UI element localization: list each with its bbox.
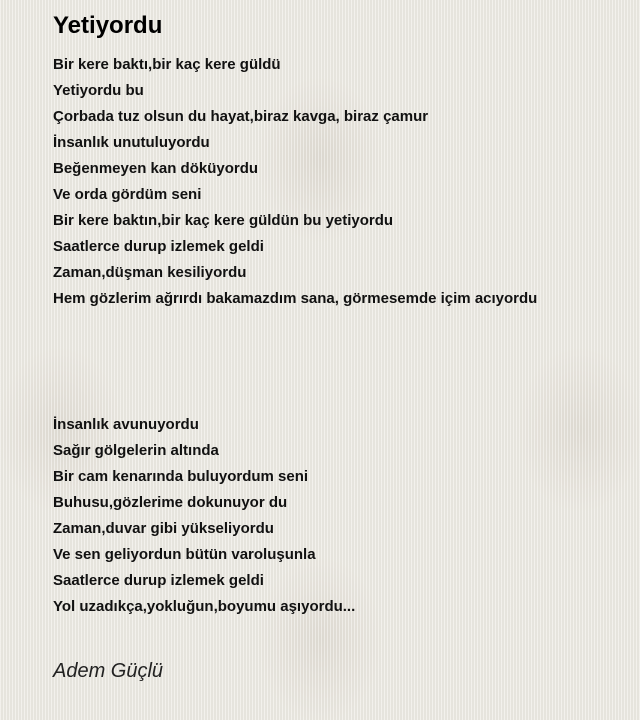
poem-line: İnsanlık unutuluyordu — [53, 134, 210, 151]
poem-line: Yetiyordu bu — [53, 82, 144, 99]
poem-line: Bir kere baktın,bir kaç kere güldün bu yetiyordu — [53, 212, 394, 229]
poem-line: Buhusu,gözlerime dokunuyor du — [53, 494, 288, 511]
poem-line: Ve sen geliyordun bütün varoluşunla — [53, 546, 316, 563]
poem-line: İnsanlık avunuyordu — [53, 416, 199, 433]
poem-line: Zaman,düşman kesiliyordu — [53, 264, 247, 281]
poem-line: Bir cam kenarında buluyordum seni — [53, 468, 309, 485]
poem-title: Yetiyordu — [53, 12, 163, 39]
poem-line: Sağır gölgelerin altında — [53, 442, 219, 459]
stanza-2 — [53, 412, 633, 620]
stanza-1 — [53, 52, 633, 312]
poem-line: Bir kere baktı,bir kaç kere güldü — [53, 56, 281, 73]
poem-line: Beğenmeyen kan döküyordu — [53, 160, 259, 177]
poem-line: Saatlerce durup izlemek geldi — [53, 572, 264, 589]
poem-line: Zaman,duvar gibi yükseliyordu — [53, 520, 274, 537]
poem-line: Ve orda gördüm seni — [53, 186, 202, 203]
poem-line: Hem gözlerim ağrırdı bakamazdım sana, görmesemde içim acıyordu — [53, 290, 538, 307]
poem-author: Adem Güçlü — [53, 660, 164, 682]
poem-page — [53, 10, 633, 684]
poem-line: Çorbada tuz olsun du hayat,biraz kavga, biraz çamur — [53, 108, 429, 125]
poem-line: Yol uzadıkça,yokluğun,boyumu aşıyordu... — [53, 598, 356, 615]
poem-line: Saatlerce durup izlemek geldi — [53, 238, 264, 255]
